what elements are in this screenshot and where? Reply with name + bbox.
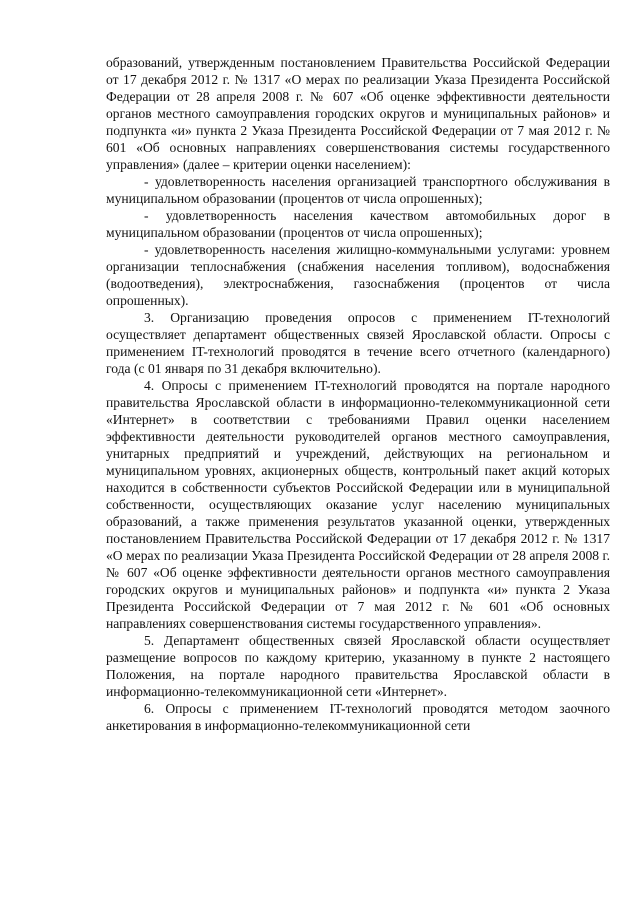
- paragraph-item-4: 4. Опросы с применением IT-технологий проводятся на портале народного правительства Ярославской области в информационно-телекоммуникационной сети «Интернет» в соответствии с требованиями Правил оценки населением эффективности деятельности руководителей органов местного самоуправления, унитарных предприятий и учреждений, действующих на региональном и муниципальном уровнях, акционерных обществ, контрольный пакет акций которых находится в собственности субъектов Российской Федерации или в муниципальной собственности, осуществляющих оказание услуг населению муниципальных образований, а также применения результатов указанной оценки, утвержденных постановлением Правительства Российской Федерации от 17 декабря 2012 г. № 1317 «О мерах по реализации Указа Президента Российской Федерации от 28 апреля 2008 г. № 607 «Об оценке эффективности деятельности органов местного самоуправления городских округов и муниципальных районов» и подпункта «и» пункта 2 Указа Президента Российской Федерации от 7 мая 2012 г. № 601 «Об основных направлениях совершенствования системы государственного управления».: [106, 378, 610, 631]
- list-item-housing-utilities: - удовлетворенность населения жилищно-коммунальными услугами: уровнем организации теплоснабжения (снабжения населения топливом), водоснабжения (водоотведения), электроснабжения, газоснабжения (процентов от числа опрошенных).: [106, 242, 610, 308]
- list-item-roads: - удовлетворенность населения качеством автомобильных дорог в муниципальном образовании (процентов от числа опрошенных);: [106, 208, 610, 240]
- paragraph-item-3: 3. Организацию проведения опросов с применением IT-технологий осуществляет департамент общественных связей Ярославской области. Опросы с применением IT-технологий проводятся в течение всего отчетного (календарного) года (с 01 января по 31 декабря включительно).: [106, 310, 610, 376]
- paragraph-item-5: 5. Департамент общественных связей Ярославской области осуществляет размещение вопросов по каждому критерию, указанному в пункте 2 настоящего Положения, на портале народного правительства Ярославской области в информационно-телекоммуникационной сети «Интернет».: [106, 633, 610, 699]
- list-item-transport: - удовлетворенность населения организацией транспортного обслуживания в муниципальном образовании (процентов от числа опрошенных);: [106, 174, 610, 206]
- document-page: [106, 54, 610, 734]
- paragraph-item-6: 6. Опросы с применением IT-технологий проводятся методом заочного анкетирования в информационно-телекоммуникационной сети: [106, 701, 610, 733]
- paragraph-continuation: образований, утвержденным постановлением Правительства Российской Федерации от 17 декабря 2012 г. № 1317 «О мерах по реализации Указа Президента Российской Федерации от 28 апреля 2008 г. № 607 «Об оценке эффективности деятельности органов местного самоуправления городских округов и муниципальных районов» и подпункта «и» пункта 2 Указа Президента Российской Федерации от 7 мая 2012 г. № 601 «Об основных направлениях совершенствования системы государственного управления» (далее – критерии оценки населением):: [106, 55, 610, 172]
